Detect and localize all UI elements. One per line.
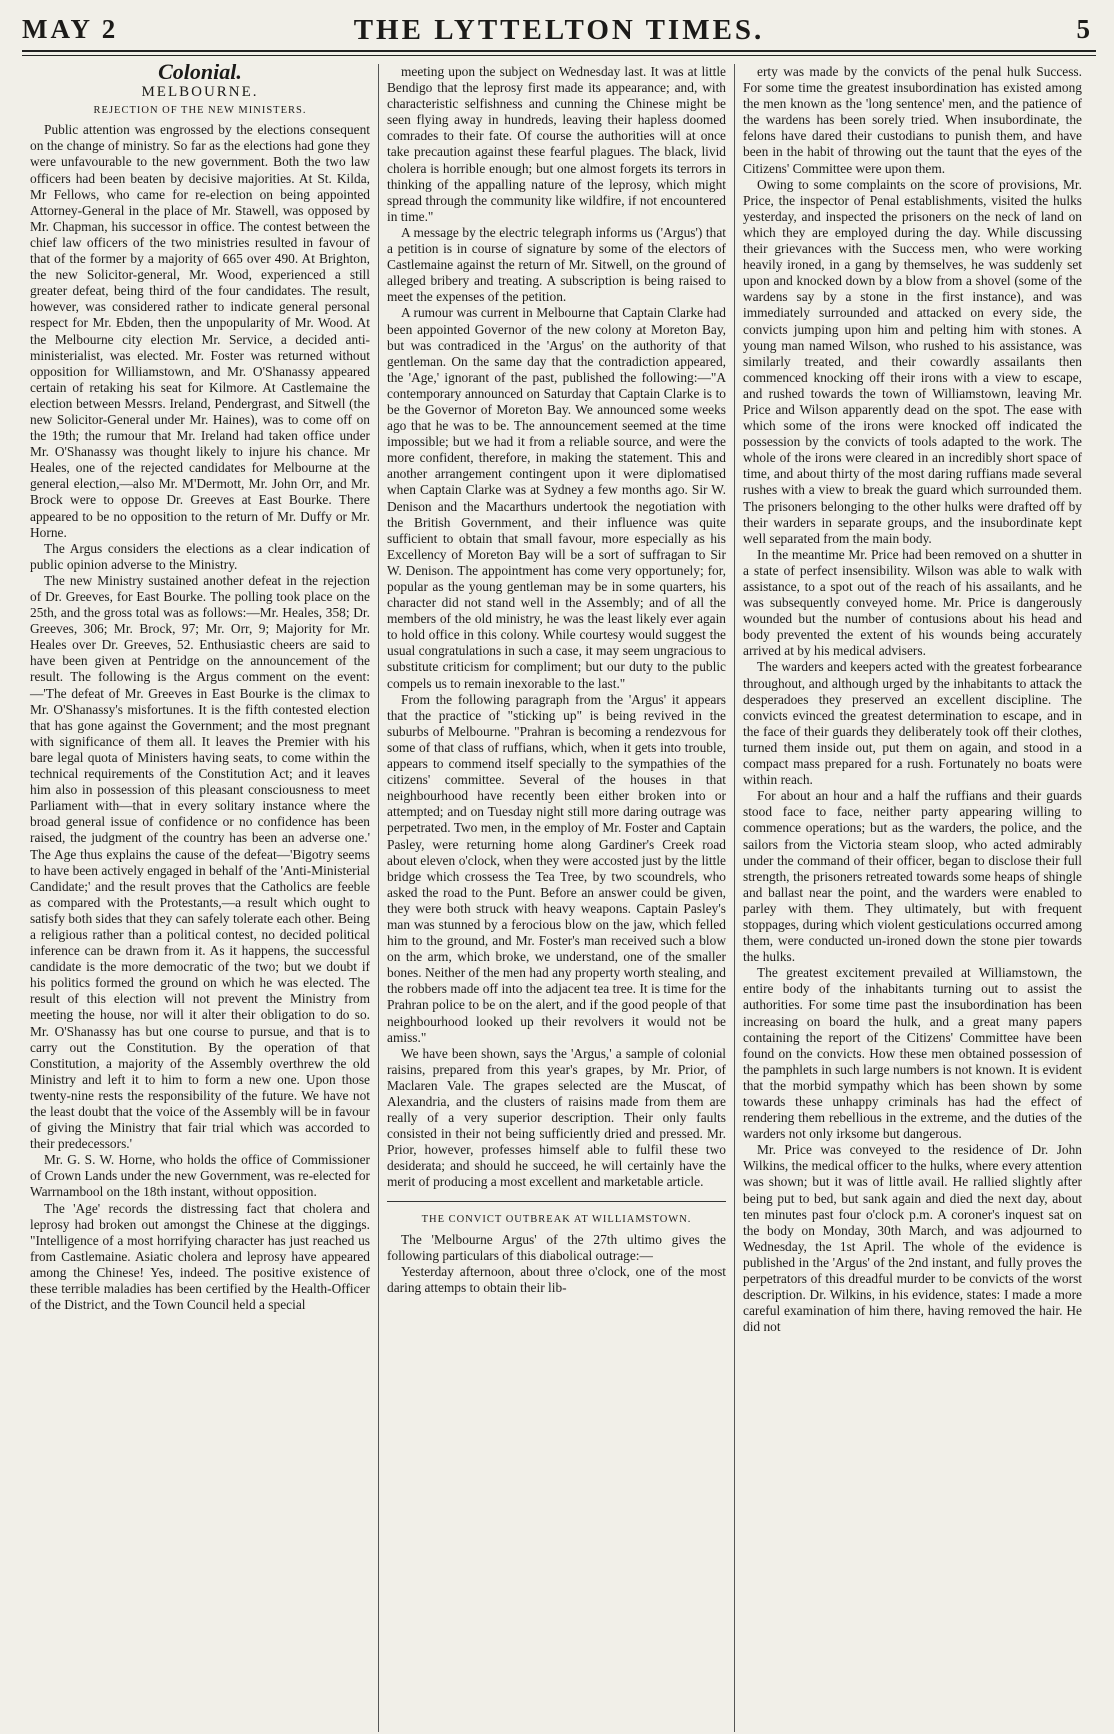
section-heading: Colonial. (158, 64, 242, 84)
paragraph: The greatest excitement prevailed at Williamstown, the entire body of the inhabitants turning out to assist the authorities. For some time past the insubordination has been increasing on board the hulk, and a great many papers containing the report of the Citizens' Committee have been found on the convicts. How these men obtained possession of the pamphlets in such large numbers is not known. It is evident that the morbid sympathy which has been shown by some towards these unhappy criminals has had the effect of rendering them rebellious in the extreme, and the duties of the warders not only irksome but dangerous. (743, 965, 1082, 1142)
paragraph: Mr. Price was conveyed to the residence of Dr. John Wilkins, the medical officer to the hulks, where every attention was shown; but it was of little avail. He rallied slightly after being put to bed, but sank again and died the next day, about ten minutes past four o'clock p.m. A coroner's inquest sat on the body on Monday, 30th March, and was adjourned to Wednesday, the 1st April. The whole of the evidence is published in the 'Argus' of the 2nd instant, and fully proves the perpetrators of this dreadful murder to be convicts of the worst description. Dr. Wilkins, in his evidence, states: I made a more careful examination of him there, having removed the hair. He did not (743, 1142, 1082, 1335)
column-1 (22, 64, 378, 1732)
paragraph: From the following paragraph from the 'Argus' it appears that the practice of "sticking up" is being revived in the suburbs of Melbourne. "Prahran is becoming a rendezvous for some of that class of ruffians, which, when it gets into trouble, appears to commend itself specially to the sympathies of the citizens' committee. Several of the houses in that neighbourhood have recently been either broken into or attempted; and on Tuesday night still more daring outrage was perpetrated. Two men, in the employ of Mr. Foster and Captain Pasley, were returning home along Gardiner's Creek road about eleven o'clock, when they were accosted just by the little bridge which crossess the Tea Tree, by two scoundrels, who asked the road to the Punt. Before an answer could be given, they were both struck with heavy weapons. Captain Pasley's man was stunned by a ferocious blow on the jaw, which felled him to the ground, and Mr. Foster's man received such a blow on the arm, which broke, we understand, one of the smaller bones. Neither of the men had any property worth stealing, and the robbers made off into the adjacent tea tree. It is time for the Prahran police to be on the alert, and if the good people of that neighbourhood looked up their revolvers it would not be amiss." (387, 691, 726, 1045)
paragraph: A message by the electric telegraph informs us ('Argus') that a petition is in course of signature by some of the electors of Castlemaine against the return of Mr. Sitwell, on the ground of alleged bribery and treating. A subscription is being raised to meet the expenses of the petition. (387, 224, 726, 305)
paragraph: Yesterday afternoon, about three o'clock, one of the most daring attemps to obtain their lib- (387, 1263, 726, 1295)
paragraph: erty was made by the convicts of the penal hulk Success. For some time the greatest insubordination has existed among the men known as the 'long sentence' men, and the patience of the wardens has been sorely tried. When insubordinate, the felons have dared their custodians to punish them, and have been in the habit of throwing out the taunt that the eyes of the Citizens' Committee were upon them. (743, 64, 1082, 176)
paragraph: Owing to some complaints on the score of provisions, Mr. Price, the inspector of Penal establishments, visited the hulks yesterday, and inspected the prisoners on the neck of land on which they are employed during the day. While discussing their grievances with the Success men, who were working heavily ironed, in a gang by themselves, he was suddenly set upon and knocked down by a blow from a shovel (some of the wardens say by a stone in the first instance), and was immediately surrounded and attacked on every side, the convicts jumping upon him and pelting him with stones. A young man named Wilson, who rushed to his assistance, was similarly treated, and their cowardly assailants then commenced knocking off their irons with a view to escape, and rushed towards the town of Williamstown, leaving Mr. Price and Wilson apparently dead on the spot. The ease with which some of the irons were knocked off indicated the possession by the convicts of tools adapted to the work. The whole of the irons were cleared in an incredibly short space of time, and about thirty of the most daring ruffians made several rushes with a view to break the guard which surrounded them. The prisoners belonging to the other hulks were drafted off by their warders in separate groups, and the insubordinate kept well separated from the main body. (743, 176, 1082, 546)
masthead-rule (22, 55, 1096, 56)
paragraph: Public attention was engrossed by the elections consequent on the change of ministry. So far as the elections had gone they were unfavourable to the new government. Both the two law officers had been beaten by decisive majorities. At St. Kilda, Mr Fellows, who came for re-election on being appointed Attorney-General in the place of Mr. Stawell, was opposed by Mr. Chapman, his successor in office. The contest between the chief law officers of the two ministries resulted in favour of that of the former by a majority of 665 over 490. At Brighton, the new Solicitor-general, Mr. Wood, experienced a still greater defeat, being third of the four candidates. The result, however, was considered rather to indicate general personal respect for Mr. Ebden, then the unpopularity of Mr. Wood. At the Melbourne city election Mr. Service, a decided anti-ministerialist, was elected. Mr. Foster was returned without opposition for Williamstown, and Mr. O'Shanassy appeared certain of retaking his seat for Kilmore. At Castlemaine the election between Messrs. Ireland, Pendergrast, and Sitwell (the new Solicitor-General under Mr. Haines), was to come off on the 19th; the rumour that Mr. Ireland had taken office under Mr. O'Shanassy was thought likely to injure his chance. Mr Heales, one of the rejected candidates for Melbourne at the general election,—also Mr. M'Dermott, Mr. John Orr, and Mr. Brock were to oppose Dr. Greeves at East Bourke. There appeared to be no opposition to the return of Mr. Duffy or Mr. Horne. (30, 122, 370, 540)
paragraph: The new Ministry sustained another defeat in the rejection of Dr. Greeves, for East Bourke. The polling took place on the 25th, and the gross total was as follows:—Mr. Heales, 358; Dr. Greeves, 306; Mr. Brock, 97; Mr. Orr, 9; Majority for Mr. Heales over Dr. Greeves, 52. Enthusiastic cheers are said to have been given at Pentridge on the announcement of the result. The following is the Argus comment on the event:—'The defeat of Mr. Greeves in East Bourke is the climax to Mr. O'Shanassy's misfortunes. It is the fifth contested election that has gone against the Government; and the most pregnant with significance of them all. It leaves the Premier with his bare legal quota of Ministers having seats, to come within the technical requirements of the Constitution Act; and it leaves him also in possession of this pleasant consciousness to meet Parliament with—that in every solitary instance where the broad general issue of confidence or no confidence has been raised, the judgment of the country has been an adverse one.' The Age thus explains the cause of the defeat—'Bigotry seems to have been actively engaged in behalf of the 'Anti-Ministerial Candidate;' and the result proves that the Catholics are feeble as compared with the Protestants,—a result which ought to satisfy both sides that they can safely tolerate each other. Being a religious rather than a political contest, no decided political inference can be drawn from it. As it happens, the successful candidate is the more democratic of the two; but we doubt if his politics formed the ground on which he was elected. The result of this election will not prevent the Ministry from meeting the house, nor will it alter their obligation to do so. Mr. O'Shanassy has but one course to pursue, and that is to carry out the Constitution. By the operation of that Constitution, a majority of the Assembly overthrew the old Ministry and left it to him to form a new one. Upon those twenty-nine rests the responsibility of the future. We have not the least doubt that the voice of the Assembly will be in favour of giving the Ministry that fair trial which was accorded to their predecessors.' (30, 572, 370, 1152)
page-number: 5 (1076, 14, 1090, 44)
paragraph: Mr. G. S. W. Horne, who holds the office of Commissioner of Crown Lands under the new Government, was re-elected for Warrnambool on the 18th instant, without opposition. (30, 1152, 370, 1200)
paragraph: meeting upon the subject on Wednesday last. It was at little Bendigo that the leprosy first made its appearance; and, with characteristic selfishness and cunning the Chinese might be seen flying away in hundreds, leaving their hapless doomed comrades to their fate. Of course the authorities will at once take precaution against these fearful plagues. The black, livid cholera is horrible enough; but one almost forgets its terrors in thinking of the appalling nature of the leprosy, which might spread through the community like wildfire, if not encountered in time." (387, 64, 726, 224)
city-heading: MELBOURNE. (141, 84, 259, 101)
column-2 (378, 64, 734, 1732)
paragraph: The Argus considers the elections as a clear indication of public opinion adverse to the Ministry. (30, 540, 370, 572)
paragraph: A rumour was current in Melbourne that Captain Clarke had been appointed Governor of the new colony at Moreton Bay, but was contradiced in the 'Argus' on the authority of that gentleman. On the same day that the contradiction appeared, the 'Age,' ignorant of the past, published the following:—"A contemporary announced on Saturday that Captain Clarke is to be the Governor of Moreton Bay. We announced some weeks ago that he was to be. The announcement seemed at the time impossible; but we had it from a reliable source, and were the more confident, therefore, in making the statement. This and another arrangement contingent upon it were diplomatised when Captain Clarke was at Sydney a few months ago. Sir W. Denison and the Macarthurs undertook the negotiation with the British Government, and their influence was quite sufficient to obtain that small favour, more especially as his Excellency of Moreton Bay will be a sort of suffragan to Sir W. Denison. The appointment has come very opportunely; for, popular as the young gentleman may be in some quarters, his character did not stand well in the Assembly; and of all the members of the old ministry, he was the least likely ever again to hold office in this colony. While courtesy would suggest the usual congratulations in such a case, it may seem ungracious to substitute criticism for compliment; but our duty to the public compels us to remain inexorable to the last." (387, 305, 726, 691)
masthead (22, 10, 1096, 52)
article-subheading: REJECTION OF THE NEW MINISTERS. (93, 105, 307, 117)
article-subheading: THE CONVICT OUTBREAK AT WILLIAMSTOWN. (387, 1201, 726, 1228)
paragraph: The 'Age' records the distressing fact that cholera and leprosy had broken out amongst the Chinese at the diggings. "Intelligence of a most horrifying character has just reached us from Castlemaine. Asiatic cholera and leprosy have appeared among the Chinese! Yes, indeed. The positive existence of these terrible maladies has been certified by the Health-Officer of the District, and the Town Council held a special (30, 1200, 370, 1313)
paragraph: The warders and keepers acted with the greatest forbearance throughout, and although urged by the inhabitants to attack the desperadoes they preserved an excellent discipline. The convicts evinced the greatest determination to escape, and in the face of their guards they deliberately took off their clothes, turned them inside out, put them on again, and stood in a compact mass prepared for a rush. Fortunately no boats were within reach. (743, 659, 1082, 788)
issue-date: MAY 2 (22, 14, 119, 44)
paragraph: The 'Melbourne Argus' of the 27th ultimo gives the following particulars of this diabolical outrage:— (387, 1231, 726, 1263)
paragraph: In the meantime Mr. Price had been removed on a shutter in a state of perfect insensibility. Wilson was able to walk with assistance, to a spot out of the reach of his assailants, and he was subsequently conveyed home. Mr. Price is dangerously wounded but the number of contusions about his head and body prevented the extent of his wounds being accurately arrived at by his medical advisers. (743, 546, 1082, 659)
columns (22, 64, 1096, 1732)
paragraph: For about an hour and a half the ruffians and their guards stood face to face, neither party appearing willing to commence operations; but as the warders, the police, and the sailors from the Victoria steam sloop, who acted admirably under the command of their officer, began to disclose their full strength, the prisoners retreated towards some heaps of shingle and ballast near the point, and the warders were enabled to parley with them. They ultimately, but with frequent stoppages, during which violent gesticulations occurred among them, were conducted un-ironed down the stone pier towards the hulks. (743, 788, 1082, 965)
column-3 (734, 64, 1090, 1732)
paragraph: We have been shown, says the 'Argus,' a sample of colonial raisins, prepared from this year's grapes, by Mr. Prior, of Maclaren Vale. The grapes selected are the Muscat, of Alexandria, and the clusters of raisins made from them are really of a very superior description. Their only faults consisted in their not being sufficiently dried and pressed. Mr. Prior, however, professes himself able to fulfil these two desiderata; and should he succeed, he will certainly have the merit of producing a most excellent and marketable article. (387, 1045, 726, 1190)
newspaper-title: THE LYTTELTON TIMES. (353, 14, 765, 46)
